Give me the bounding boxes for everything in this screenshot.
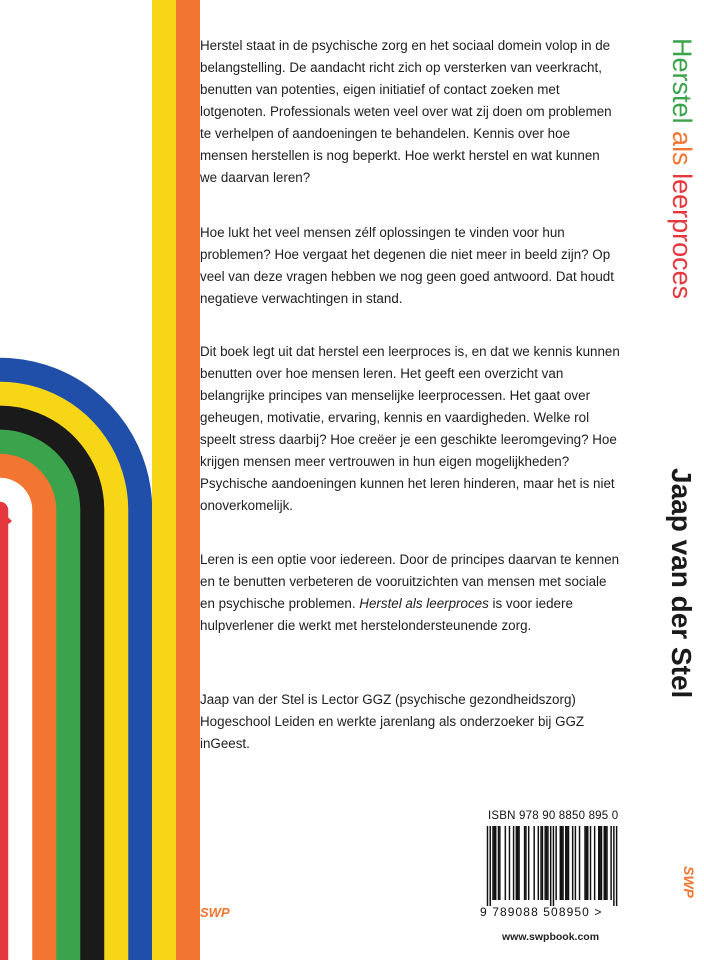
spine-publisher-logo: SWP — [681, 866, 697, 898]
barcode-bar — [533, 826, 534, 900]
barcode-bar — [542, 826, 543, 900]
barcode-bar — [550, 826, 551, 906]
spine-title-word-1: Herstel — [667, 38, 697, 124]
barcode-bar — [613, 826, 614, 906]
rainbow-stripes-art — [0, 0, 200, 960]
barcode-bar — [553, 826, 554, 906]
barcode-bar — [538, 826, 539, 900]
barcode-bar — [587, 826, 588, 900]
barcode-bar — [568, 826, 569, 900]
barcode-bar — [547, 826, 548, 900]
barcode-bar — [586, 826, 587, 900]
barcode-bar — [492, 826, 493, 900]
barcode-bar — [498, 826, 499, 900]
author-bio: Jaap van der Stel is Lector GGZ (psychische gezondheidszorg) Hogeschool Leiden en werkte jarenlang als onderzoeker bij GGZ inGeest. — [200, 692, 585, 751]
barcode-bar — [604, 826, 605, 900]
barcode-bar — [565, 826, 566, 900]
barcode-bar — [605, 826, 606, 900]
paragraph-4 — [200, 549, 620, 637]
barcode-bar — [546, 826, 547, 900]
stripe-band — [152, 0, 176, 960]
barcode-bar — [518, 826, 519, 900]
stripe-arc — [0, 510, 3, 960]
barcode-bar — [555, 826, 556, 900]
barcode-digits: 9 789088 508950 > — [480, 905, 603, 919]
book-title-italic: Herstel als leerproces — [359, 596, 489, 611]
spine-title — [666, 38, 697, 299]
barcode-bar — [590, 826, 591, 900]
barcode-bar — [525, 826, 526, 900]
barcode-bar — [561, 826, 562, 900]
barcode — [484, 826, 620, 906]
barcode-bar — [584, 826, 585, 900]
barcode-bar — [599, 826, 600, 900]
barcode-bar — [509, 826, 510, 900]
barcode-bar — [598, 826, 599, 900]
barcode-bar — [562, 826, 563, 900]
barcode-bar — [495, 826, 496, 900]
paragraph-4-text-b: is voor iedere hulpverlener die werkt met herstelondersteunende zorg. — [200, 596, 573, 633]
barcode-bar — [594, 826, 595, 900]
barcode-bar — [487, 826, 488, 906]
barcode-bar — [616, 826, 617, 906]
barcode-bar — [499, 826, 500, 900]
barcode-bar — [606, 826, 607, 900]
barcode-bar — [494, 826, 495, 900]
paragraph-1: Herstel staat in de psychische zorg en het sociaal domein volop in de belangstelling. De aandacht richt zich op versterken van veerkracht, benutten van potenties, eigen initiatief of contact zoeken met lotgenoten. Professionals weten veel over wat zij doen om problemen te verhelpen of aandoeningen te behandelen. Kennis over hoe mensen herstellen is nog beperkt. Hoe werkt herstel en wat kunnen we daarvan leren? — [200, 38, 612, 185]
isbn-label: ISBN 978 90 8850 895 0 — [488, 810, 619, 822]
barcode-bar — [566, 826, 567, 900]
paragraph-4-text-a: Leren is een optie voor iedereen. Door de principes daarvan te kennen en te benutten verbeteren de vooruitzichten van mensen met sociale en psychische problemen. — [200, 552, 620, 611]
stripe-band — [176, 0, 200, 960]
paragraph-2: Hoe lukt het veel mensen zélf oplossingen te vinden voor hun problemen? Hoe vergaat het degenen die niet meer in beeld zijn? Op veel van deze vragen hebben we nog geen goed antwoord. Dat houdt negatieve verwachtingen in stand. — [200, 225, 614, 306]
paragraph-3: Dit boek legt uit dat herstel een leerproces is, en dat we kennis kunnen benutten over hoe mensen leren. Het geeft een overzicht van belangrijke principes van menselijke leerprocessen. Het gaat over geheugen, motivatie, ervaring, kennis en vaardigheden. Welke rol speelt stress daarbij? Hoe creëer je een geschikte leeromgeving? Hoe krijgen mensen meer vertrouwen in hun eigen mogelijkheden? Psychische aandoeningen kunnen het leren hinderen, maar het is niet onoverkomelijk. — [200, 344, 620, 513]
barcode-bar — [489, 826, 490, 906]
barcode-bar — [575, 826, 576, 900]
barcode-bar — [513, 826, 514, 900]
website-url: www.swpbook.com — [502, 931, 600, 943]
spine-author: Jaap van der Stel — [666, 468, 697, 699]
barcode-bar — [540, 826, 541, 900]
spine-title-word-2: als — [667, 131, 697, 166]
barcode-bar — [572, 826, 573, 900]
barcode-bar — [528, 826, 529, 900]
barcode-bar — [544, 826, 545, 900]
barcode-bar — [516, 826, 517, 900]
barcode-bar — [610, 826, 611, 900]
barcode-bar — [560, 826, 561, 900]
publisher-logo: SWP — [200, 905, 230, 920]
barcode-bar — [505, 826, 506, 900]
barcode-bar — [524, 826, 525, 900]
barcode-bar — [517, 826, 518, 900]
barcode-bar — [579, 826, 580, 900]
barcode-bar — [601, 826, 602, 900]
spine-title-word-3: leerproces — [667, 173, 697, 300]
